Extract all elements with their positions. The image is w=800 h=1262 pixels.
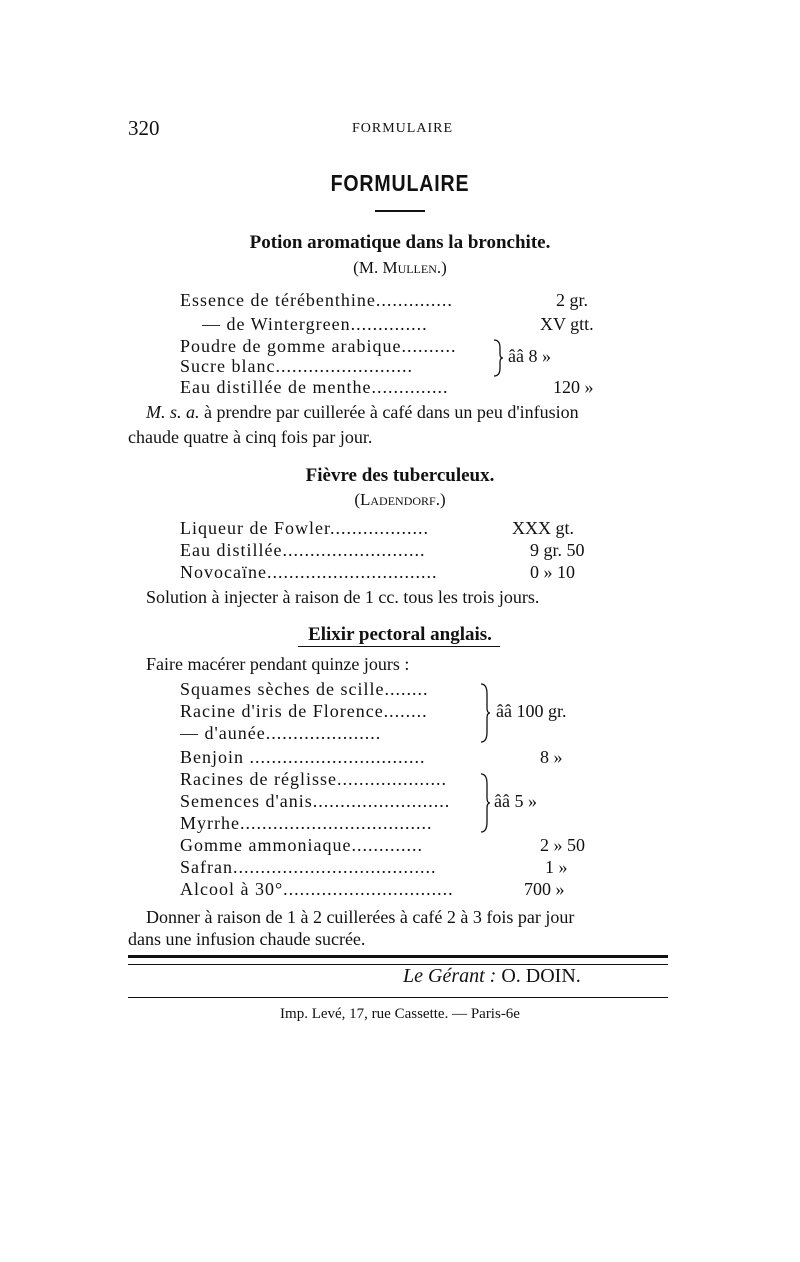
recipe3-ingredient: Semences d'anis......................... xyxy=(180,791,451,811)
recipe3-instructions: Donner à raison de 1 à 2 cuillerées à café 2 à 3 fois par jour xyxy=(146,907,575,927)
recipe1-qty: 120 » xyxy=(553,377,594,397)
recipe1-instructions-abbrev: M. s. a. xyxy=(146,402,200,422)
recipe3-ingredient: Squames sèches de scille........ xyxy=(180,679,429,699)
recipe3-qty: 2 » 50 xyxy=(540,835,585,855)
recipe3-ingredient: Safran..................................... xyxy=(180,857,437,877)
recipe3-qty: 700 » xyxy=(524,879,565,899)
recipe3-intro: Faire macérer pendant quinze jours : xyxy=(146,654,410,674)
recipe3-ingredient: Racine d'iris de Florence........ xyxy=(180,701,428,721)
recipe2-instructions: Solution à injecter à raison de 1 cc. tous les trois jours. xyxy=(146,587,540,607)
recipe3-ingredient: Benjoin ................................ xyxy=(180,747,426,767)
title-rule xyxy=(375,210,425,212)
recipe3-ingredient: — d'aunée..................... xyxy=(180,723,382,743)
recipe1-instructions xyxy=(146,402,579,423)
recipe1-qty: 2 gr. xyxy=(556,290,589,310)
recipe2-title: Fièvre des tuberculeux. xyxy=(305,465,495,486)
recipe1-ingredient: Poudre de gomme arabique.......... xyxy=(180,336,457,356)
recipe1-ingredient: Eau distillée de menthe.............. xyxy=(180,377,449,397)
recipe3-title-underline xyxy=(298,646,500,647)
recipe2-ingredient: Eau distillée.......................... xyxy=(180,540,426,560)
recipe1-ingredient: Sucre blanc......................... xyxy=(180,356,413,376)
recipe2-ingredient: Novocaïne............................... xyxy=(180,562,438,582)
gerant-label: Le Gérant : xyxy=(403,965,497,987)
recipe3-ingredient: Alcool à 30°............................... xyxy=(180,879,454,899)
recipe3-ingredient: Myrrhe................................... xyxy=(180,813,433,833)
recipe2-author: (Ladendorf.) xyxy=(354,490,446,509)
main-title: FORMULAIRE xyxy=(330,170,470,196)
recipe1-qty: XV gtt. xyxy=(540,314,594,334)
recipe1-instructions-cont: chaude quatre à cinq fois par jour. xyxy=(128,427,373,447)
recipe1-author: (M. Mullen.) xyxy=(353,258,447,277)
footer-rule xyxy=(128,997,668,998)
running-title: FORMULAIRE xyxy=(352,121,454,136)
recipe2-ingredient: Liqueur de Fowler.................. xyxy=(180,518,429,538)
imprint: Imp. Levé, 17, rue Cassette. — Paris-6e xyxy=(280,1006,520,1022)
recipe3-qty: 1 » xyxy=(545,857,568,877)
gerant-name: O. DOIN. xyxy=(501,965,581,987)
recipe1-ingredient: — de Wintergreen.............. xyxy=(202,314,428,334)
brace-icon xyxy=(479,682,491,744)
gerant-line xyxy=(403,965,581,988)
recipe3-group1-qty: ââ 100 gr. xyxy=(496,701,567,721)
recipe1-instructions-text: à prendre par cuillerée à café dans un peu d'infusion xyxy=(199,402,579,422)
brace-icon xyxy=(479,772,491,834)
recipe3-ingredient: Gomme ammoniaque............. xyxy=(180,835,423,855)
footer-double-rule xyxy=(128,955,668,965)
brace-icon xyxy=(492,338,504,378)
page-number: 320 xyxy=(128,116,160,140)
recipe3-title: Elixir pectoral anglais. xyxy=(308,624,492,645)
recipe1-title: Potion aromatique dans la bronchite. xyxy=(249,232,551,253)
recipe3-instructions-cont: dans une infusion chaude sucrée. xyxy=(128,929,366,949)
recipe2-qty: 0 » 10 xyxy=(530,562,575,582)
recipe3-qty: 8 » xyxy=(540,747,563,767)
recipe2-qty: XXX gt. xyxy=(512,518,574,538)
recipe1-grouped-qty: ââ 8 » xyxy=(508,346,551,366)
recipe3-group2-qty: ââ 5 » xyxy=(494,791,537,811)
recipe2-qty: 9 gr. 50 xyxy=(530,540,585,560)
recipe3-ingredient: Racines de réglisse.................... xyxy=(180,769,447,789)
recipe1-ingredient: Essence de térébenthine.............. xyxy=(180,290,453,310)
